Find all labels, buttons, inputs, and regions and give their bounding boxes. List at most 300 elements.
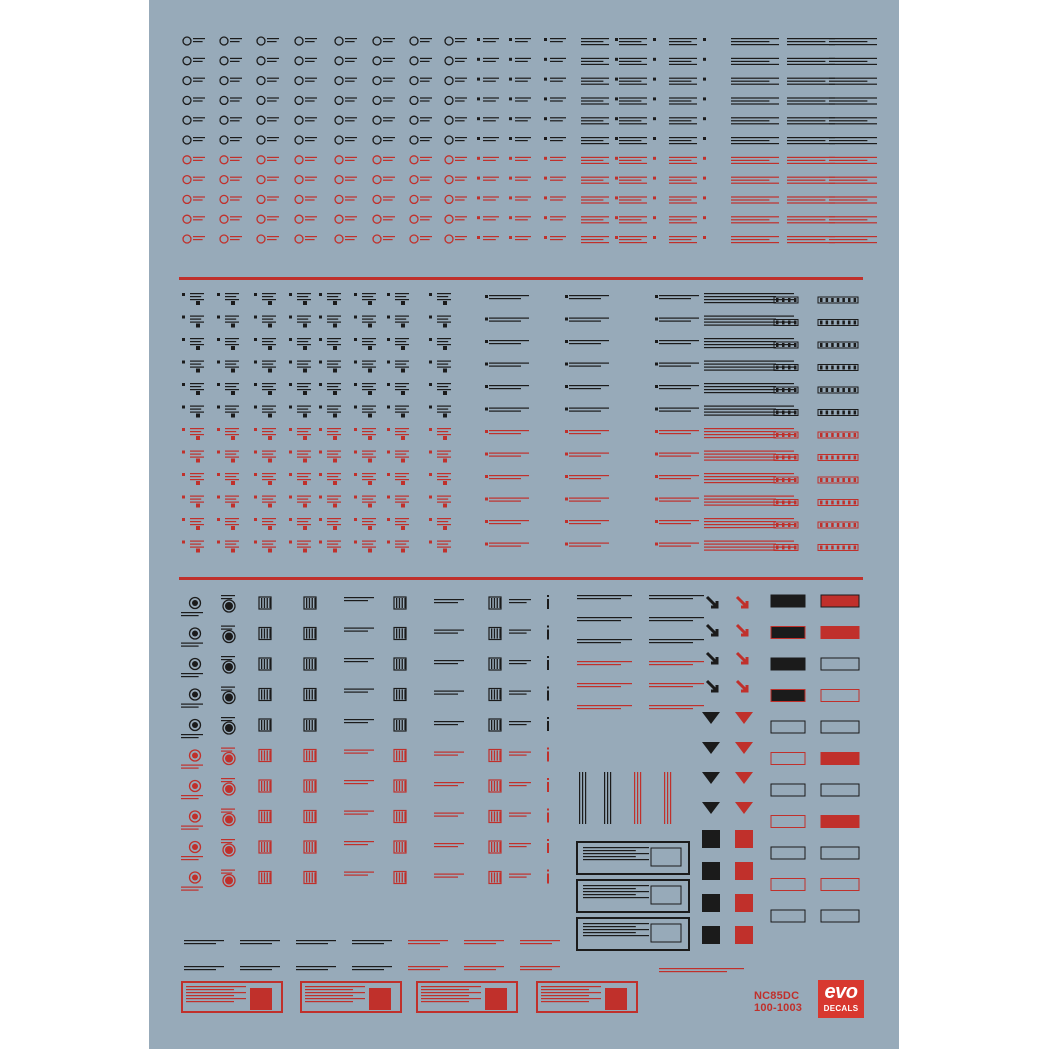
hatch-line bbox=[267, 842, 268, 852]
marking-text bbox=[829, 97, 877, 98]
hatch-line bbox=[497, 873, 498, 883]
marking-text bbox=[704, 547, 794, 548]
marking-text bbox=[230, 58, 242, 59]
marking-text bbox=[669, 123, 697, 124]
marking-text bbox=[344, 872, 374, 873]
marking-text bbox=[659, 408, 699, 409]
marking-text bbox=[509, 752, 531, 753]
marking-text bbox=[362, 518, 376, 519]
marking-text bbox=[489, 295, 529, 296]
hazard-stripe bbox=[794, 343, 797, 347]
marking-text bbox=[297, 296, 308, 297]
marking-square bbox=[485, 363, 488, 366]
hatch-line bbox=[306, 598, 307, 608]
hazard-stripe bbox=[782, 366, 785, 370]
label-plate bbox=[771, 627, 805, 639]
marking-text bbox=[704, 496, 794, 497]
hatch-line bbox=[499, 659, 500, 669]
marking-square bbox=[477, 38, 480, 41]
hatch-line bbox=[396, 690, 397, 700]
vertical-text bbox=[667, 772, 668, 824]
hazard-stripe bbox=[842, 456, 845, 460]
hatch-line bbox=[264, 598, 265, 608]
marking-text bbox=[464, 943, 496, 944]
hatch-line bbox=[312, 629, 313, 639]
marking-text bbox=[267, 236, 279, 237]
marking-text bbox=[483, 78, 499, 79]
marking-ring bbox=[295, 96, 303, 104]
marking-square bbox=[319, 406, 322, 409]
hazard-stripe bbox=[837, 478, 840, 482]
panel-dot bbox=[225, 633, 233, 641]
marking-text bbox=[577, 708, 621, 709]
hatch-line bbox=[309, 781, 310, 791]
marking-text bbox=[483, 58, 499, 59]
marking-text bbox=[483, 177, 499, 178]
marking-ring bbox=[335, 96, 343, 104]
hatch-line bbox=[399, 842, 400, 852]
marking-text bbox=[230, 100, 240, 101]
marking-text bbox=[731, 199, 769, 200]
red-warning-text bbox=[186, 989, 234, 990]
hazard-stripe bbox=[842, 411, 845, 415]
vertical-text bbox=[607, 772, 608, 824]
marking-square bbox=[565, 430, 568, 433]
marking-text bbox=[262, 412, 276, 413]
marking-square bbox=[509, 137, 512, 140]
marking-text bbox=[569, 523, 601, 524]
hatch-line bbox=[396, 598, 397, 608]
marking-text bbox=[181, 798, 199, 799]
marking-text bbox=[619, 140, 641, 141]
marking-text bbox=[190, 409, 201, 410]
marking-text bbox=[455, 239, 465, 240]
marking-text bbox=[395, 547, 409, 548]
marking-text bbox=[395, 316, 409, 317]
marking-ring bbox=[410, 235, 418, 243]
marking-text bbox=[581, 64, 609, 65]
marking-square bbox=[303, 481, 307, 485]
hatch-line bbox=[396, 751, 397, 761]
hatch-line bbox=[309, 812, 310, 822]
marking-text bbox=[345, 117, 357, 118]
marking-text bbox=[327, 389, 341, 390]
marking-text bbox=[550, 100, 563, 101]
marking-ring bbox=[220, 156, 228, 164]
marking-text bbox=[704, 319, 776, 320]
hatch-line bbox=[267, 720, 268, 730]
marking-text bbox=[225, 457, 239, 458]
marking-square bbox=[217, 338, 220, 341]
marking-square bbox=[368, 459, 372, 463]
hazard-stripe bbox=[831, 456, 834, 460]
marking-square bbox=[544, 196, 547, 199]
hazard-stripe bbox=[794, 501, 797, 505]
marking-text bbox=[193, 61, 203, 62]
marking-text bbox=[619, 163, 647, 164]
hatch-line bbox=[309, 598, 310, 608]
marking-square bbox=[443, 301, 447, 305]
marking-square bbox=[547, 626, 549, 628]
marking-text bbox=[649, 708, 693, 709]
marking-text bbox=[569, 433, 601, 434]
marking-square bbox=[655, 363, 658, 366]
marking-text bbox=[190, 364, 201, 365]
hazard-stripe bbox=[848, 411, 851, 415]
marking-text bbox=[704, 434, 794, 435]
marking-bar bbox=[547, 630, 549, 640]
marking-square bbox=[231, 346, 235, 350]
marking-text bbox=[181, 643, 203, 644]
marking-square bbox=[368, 549, 372, 553]
marking-text bbox=[619, 44, 647, 45]
marking-square bbox=[333, 391, 337, 395]
hazard-stripe bbox=[837, 388, 840, 392]
marking-text bbox=[225, 322, 239, 323]
marking-text bbox=[704, 364, 776, 365]
hatch-line bbox=[269, 873, 270, 883]
marking-text bbox=[434, 816, 458, 817]
arrow-icon bbox=[737, 681, 747, 691]
red-warning-text bbox=[541, 1001, 589, 1002]
marking-text bbox=[515, 199, 528, 200]
label-plate bbox=[771, 847, 805, 859]
hazard-stripe bbox=[842, 388, 845, 392]
marking-square bbox=[196, 459, 200, 463]
marking-text bbox=[581, 41, 603, 42]
marking-text bbox=[383, 219, 393, 220]
marking-text bbox=[262, 322, 276, 323]
marking-text bbox=[649, 595, 704, 596]
marking-square bbox=[289, 473, 292, 476]
marking-text bbox=[669, 177, 697, 178]
marking-text bbox=[581, 242, 609, 243]
marking-square bbox=[547, 839, 549, 841]
marking-text bbox=[181, 795, 203, 796]
marking-text bbox=[659, 385, 699, 386]
marking-text bbox=[550, 81, 563, 82]
marking-square bbox=[354, 451, 357, 454]
marking-square bbox=[333, 369, 337, 373]
hazard-stripe bbox=[794, 433, 797, 437]
marking-text bbox=[395, 454, 406, 455]
marking-square bbox=[196, 346, 200, 350]
marking-text bbox=[437, 367, 451, 368]
marking-text bbox=[731, 177, 779, 178]
red-warning-text bbox=[186, 998, 246, 999]
marking-text bbox=[190, 521, 201, 522]
marking-text bbox=[345, 180, 355, 181]
marking-square bbox=[544, 78, 547, 81]
red-warning-text bbox=[305, 989, 353, 990]
marking-ring bbox=[220, 195, 228, 203]
marking-text bbox=[455, 58, 467, 59]
hatch-line bbox=[497, 812, 498, 822]
marking-text bbox=[408, 940, 448, 941]
marking-text bbox=[489, 501, 521, 502]
marking-text bbox=[434, 660, 464, 661]
hatch-line bbox=[264, 873, 265, 883]
product-serial: 100-1003 bbox=[754, 1002, 803, 1014]
marking-text bbox=[190, 389, 204, 390]
hazard-stripe bbox=[782, 456, 785, 460]
marking-text bbox=[483, 199, 496, 200]
marking-text bbox=[190, 457, 204, 458]
marking-text bbox=[829, 41, 867, 42]
marking-text bbox=[509, 602, 527, 603]
marking-text bbox=[704, 293, 794, 294]
marking-text bbox=[362, 338, 376, 339]
marking-square bbox=[254, 316, 257, 319]
marking-square bbox=[655, 498, 658, 501]
marking-text bbox=[230, 196, 242, 197]
marking-text bbox=[455, 140, 465, 141]
marking-text bbox=[704, 296, 776, 297]
marking-text bbox=[455, 236, 467, 237]
marking-ring bbox=[257, 215, 265, 223]
marking-text bbox=[619, 236, 647, 237]
marking-text bbox=[704, 451, 794, 452]
marking-text bbox=[225, 524, 239, 525]
marking-text bbox=[362, 547, 376, 548]
marking-text bbox=[489, 546, 521, 547]
warning-block bbox=[702, 894, 720, 912]
marking-text bbox=[225, 454, 236, 455]
marking-ring bbox=[257, 156, 265, 164]
marking-text bbox=[420, 140, 430, 141]
marking-square bbox=[319, 316, 322, 319]
hatch-line bbox=[306, 751, 307, 761]
marking-text bbox=[787, 236, 835, 237]
marking-text bbox=[420, 160, 430, 161]
marking-square bbox=[703, 216, 706, 219]
hazard-stripe bbox=[826, 411, 829, 415]
hatch-line bbox=[494, 629, 495, 639]
marking-text bbox=[327, 296, 338, 297]
marking-square bbox=[655, 408, 658, 411]
marking-square bbox=[368, 481, 372, 485]
marking-text bbox=[704, 460, 776, 461]
marking-text bbox=[193, 137, 205, 138]
marking-text bbox=[483, 216, 499, 217]
marking-text bbox=[262, 451, 276, 452]
marking-text bbox=[731, 216, 779, 217]
marking-text bbox=[483, 120, 496, 121]
marking-square bbox=[217, 496, 220, 499]
marking-text bbox=[297, 322, 311, 323]
marking-text bbox=[483, 41, 496, 42]
marking-text bbox=[296, 966, 336, 967]
marking-text bbox=[731, 38, 779, 39]
marking-text bbox=[659, 971, 727, 972]
marking-text bbox=[344, 814, 368, 815]
marking-text bbox=[787, 100, 825, 101]
marking-text bbox=[395, 544, 406, 545]
marking-text bbox=[581, 120, 603, 121]
marking-square bbox=[485, 520, 488, 523]
marking-text bbox=[483, 180, 496, 181]
red-warning-text bbox=[541, 995, 589, 996]
hatch-line bbox=[312, 751, 313, 761]
red-warning-text bbox=[186, 986, 246, 987]
marking-text bbox=[489, 411, 521, 412]
marking-text bbox=[362, 521, 373, 522]
vertical-text bbox=[640, 772, 641, 824]
marking-text bbox=[230, 239, 240, 240]
panel-dot bbox=[225, 602, 233, 610]
marking-text bbox=[181, 737, 199, 738]
hazard-stripe bbox=[776, 546, 779, 550]
marking-text bbox=[619, 216, 647, 217]
marking-ring bbox=[373, 116, 381, 124]
marking-text bbox=[267, 177, 279, 178]
marking-ring bbox=[295, 156, 303, 164]
marking-text bbox=[704, 367, 794, 368]
marking-text bbox=[267, 38, 279, 39]
marking-text bbox=[704, 415, 776, 416]
marking-square bbox=[615, 97, 618, 100]
hatch-line bbox=[491, 842, 492, 852]
marking-ring bbox=[295, 195, 303, 203]
marking-text bbox=[395, 389, 409, 390]
marking-text bbox=[437, 322, 451, 323]
hazard-stripe bbox=[826, 523, 829, 527]
marking-text bbox=[649, 705, 704, 706]
marking-text bbox=[619, 137, 647, 138]
marking-text bbox=[395, 521, 406, 522]
warning-block bbox=[735, 862, 753, 880]
marking-text bbox=[190, 338, 204, 339]
marking-text bbox=[437, 454, 448, 455]
marking-text bbox=[704, 521, 776, 522]
hatch-line bbox=[494, 842, 495, 852]
marking-text bbox=[704, 316, 794, 317]
hatch-line bbox=[264, 842, 265, 852]
marking-text bbox=[395, 541, 409, 542]
marking-text bbox=[305, 140, 315, 141]
marking-text bbox=[704, 386, 776, 387]
marking-text bbox=[240, 940, 280, 941]
marking-text bbox=[731, 100, 769, 101]
marking-ring bbox=[257, 136, 265, 144]
marking-ring bbox=[373, 57, 381, 65]
marking-text bbox=[297, 547, 311, 548]
marking-text bbox=[550, 196, 566, 197]
marking-text bbox=[383, 196, 395, 197]
marking-text bbox=[345, 160, 355, 161]
marking-text bbox=[344, 600, 368, 601]
marking-text bbox=[569, 543, 609, 544]
warning-plate-frame bbox=[577, 918, 689, 950]
marking-text bbox=[395, 409, 406, 410]
marking-text bbox=[327, 502, 341, 503]
hatch-line bbox=[399, 720, 400, 730]
marking-text bbox=[437, 386, 448, 387]
marking-text bbox=[181, 768, 199, 769]
hatch-line bbox=[261, 659, 262, 669]
marking-text bbox=[420, 58, 432, 59]
marking-text bbox=[581, 196, 609, 197]
marking-text bbox=[184, 943, 216, 944]
marking-text bbox=[267, 58, 279, 59]
marking-text bbox=[327, 409, 338, 410]
hatch-line bbox=[306, 659, 307, 669]
marking-text bbox=[659, 543, 699, 544]
marking-text bbox=[829, 196, 877, 197]
marking-text bbox=[344, 844, 368, 845]
marking-square bbox=[615, 137, 618, 140]
marking-text bbox=[262, 496, 276, 497]
hatch-line bbox=[314, 598, 315, 608]
marking-text bbox=[345, 78, 357, 79]
marking-text bbox=[731, 81, 769, 82]
marking-text bbox=[267, 78, 279, 79]
marking-text bbox=[230, 120, 240, 121]
marking-text bbox=[515, 97, 531, 98]
hatch-line bbox=[494, 751, 495, 761]
panel-dot bbox=[192, 783, 198, 789]
marking-text bbox=[659, 433, 691, 434]
marking-text bbox=[327, 412, 341, 413]
marking-text bbox=[434, 877, 458, 878]
marking-text bbox=[362, 431, 373, 432]
marking-text bbox=[297, 412, 311, 413]
marking-text bbox=[577, 661, 632, 662]
marking-ring bbox=[183, 235, 191, 243]
warning-triangle-icon bbox=[702, 742, 720, 754]
red-warning-text bbox=[186, 1001, 234, 1002]
marking-text bbox=[190, 341, 201, 342]
marking-text bbox=[489, 520, 529, 521]
marking-text bbox=[193, 41, 203, 42]
marking-text bbox=[344, 661, 368, 662]
marking-text bbox=[455, 219, 465, 220]
marking-text bbox=[569, 520, 609, 521]
marking-square bbox=[182, 316, 185, 319]
marking-text bbox=[569, 498, 609, 499]
hatch-line bbox=[491, 812, 492, 822]
hazard-stripe bbox=[776, 501, 779, 505]
marking-square bbox=[565, 543, 568, 546]
marking-text bbox=[362, 322, 376, 323]
marking-text bbox=[455, 120, 465, 121]
marking-text bbox=[437, 502, 451, 503]
hatch-line bbox=[314, 812, 315, 822]
marking-square bbox=[254, 293, 257, 296]
marking-text bbox=[327, 547, 341, 548]
marking-text bbox=[262, 541, 276, 542]
marking-text bbox=[362, 299, 376, 300]
marking-text bbox=[362, 364, 373, 365]
marking-text bbox=[434, 846, 458, 847]
hazard-stripe bbox=[820, 343, 823, 347]
hazard-stripe bbox=[788, 321, 791, 325]
hatch-line bbox=[267, 690, 268, 700]
marking-text bbox=[230, 81, 240, 82]
marking-text bbox=[669, 202, 697, 203]
marking-square bbox=[615, 216, 618, 219]
marking-text bbox=[509, 816, 527, 817]
marking-text bbox=[262, 367, 276, 368]
hazard-stripe bbox=[826, 366, 829, 370]
marking-text bbox=[305, 117, 317, 118]
hazard-stripe bbox=[842, 478, 845, 482]
hatch-line bbox=[402, 629, 403, 639]
hatch-line bbox=[399, 812, 400, 822]
marking-text bbox=[649, 664, 693, 665]
marking-text bbox=[787, 140, 825, 141]
marking-text bbox=[787, 123, 835, 124]
